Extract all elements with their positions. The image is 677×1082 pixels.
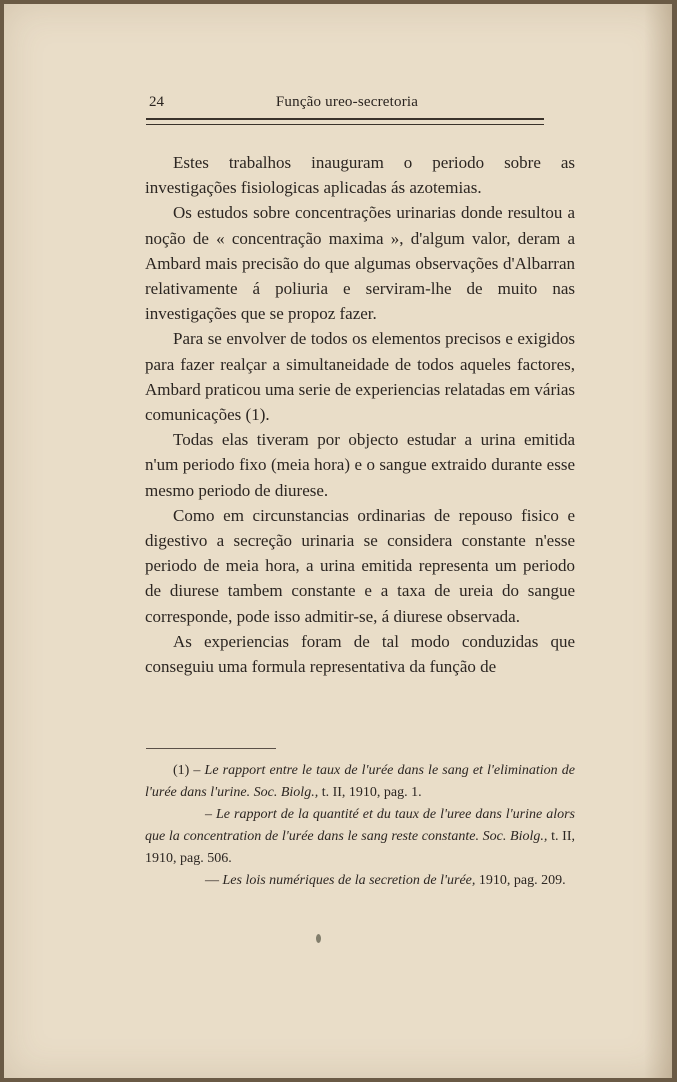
body-text	[145, 150, 575, 679]
paragraph: Como em circunstancias ordinarias de repouso fisico e digestivo a secreção urinaria se considera constante n'esse periodo de meia hora, a urina emitida representa um periodo de diurese tambem constante e a taxa de ureia do sangue corresponde, pode isso admitir-se, á diurese observada.	[145, 505, 575, 626]
paragraph: Todas elas tiveram por objecto estudar a urina emitida n'um periodo fixo (meia hora) e o sangue extraido durante esse mesmo periodo de diurese.	[145, 430, 575, 500]
footnote-rule	[146, 748, 276, 749]
footnote-marker: –	[205, 807, 216, 822]
paragraph: Estes trabalhos inauguram o periodo sobre as investigações fisiologicas aplicadas ás azotemias.	[145, 153, 575, 198]
footnote-marker: —	[205, 873, 223, 888]
paragraph: Para se envolver de todos os elementos precisos e exigidos para fazer realçar a simultaneidade de todos aqueles factores, Ambard praticou uma serie de experiencias relatadas em várias comunicações (1).	[145, 329, 575, 425]
footnote-reference: t. II, 1910, pag. 506.	[145, 829, 575, 866]
footnote-1	[145, 760, 575, 804]
footnote-marker: (1) –	[173, 763, 205, 778]
header-rule-thick	[146, 118, 544, 120]
paragraph: Os estudos sobre concentrações urinarias donde resultou a noção de « concentração maxima », d'algum valor, deram a Ambard mais precisão do que algumas observações d'Albarran relativamente á poliuria e serviram-lhe de muito nas investigações que se propoz fazer.	[145, 203, 575, 324]
paragraph: As experiencias foram de tal modo conduzidas que conseguiu uma formula representativa da função de	[145, 631, 575, 677]
footnote-3	[145, 870, 575, 892]
running-title: Função ureo-secretoria	[275, 94, 419, 110]
ink-spot	[316, 934, 321, 943]
footnote-title: Le rapport de la quantité et du taux de l'uree dans l'urine alors que la concentration de l'urée dans le sang reste constante. Soc. Biolg.,	[145, 807, 576, 844]
page-number: 24	[149, 94, 164, 110]
running-head	[144, 90, 550, 114]
footnotes	[145, 760, 575, 892]
header-rule-thin	[146, 124, 544, 125]
footnote-title: Le rapport entre le taux de l'urée dans le sang et l'elimination de l'urée dans l'urine. Soc. Biolg.,	[145, 763, 576, 800]
footnote-reference: 1910, pag. 209.	[475, 873, 566, 888]
footnote-2	[145, 804, 575, 870]
footnote-title: Les lois numériques de la secretion de l'urée,	[222, 873, 476, 888]
footnote-reference: t. II, 1910, pag. 1.	[318, 785, 422, 800]
